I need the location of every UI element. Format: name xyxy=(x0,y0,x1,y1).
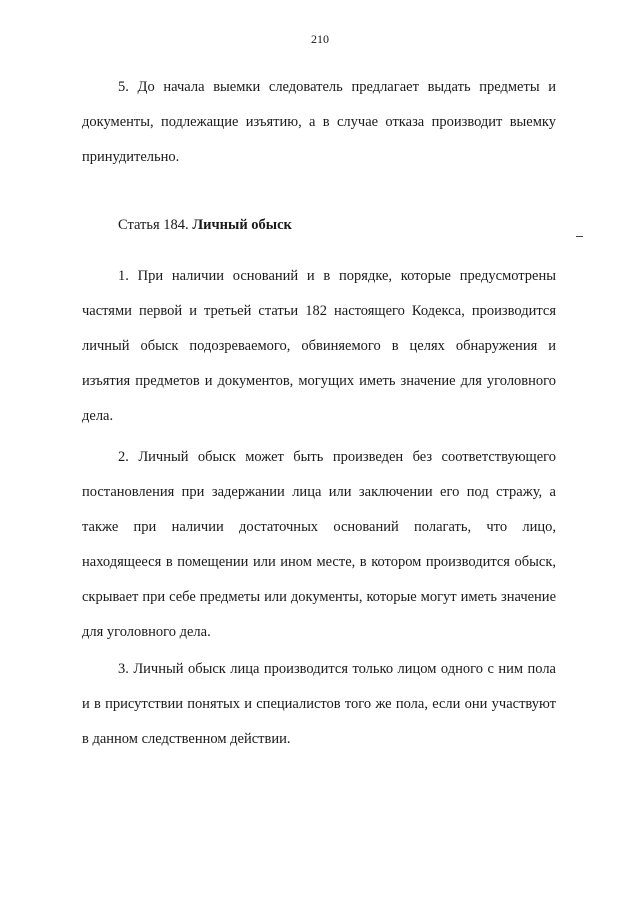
article-paragraph-1: 1. При наличии оснований и в порядке, которые предусмотрены частями первой и третьей статьи 182 настоящего Кодекса, производится личный обыск подозреваемого, обвиняемого в целях обнаружения и изъятия предметов и документов, могущих иметь значение для уголовного дела. xyxy=(82,268,556,424)
article-name: Личный обыск xyxy=(192,217,292,233)
article-paragraph-2: 2. Личный обыск может быть произведен без соответствующего постановления при задержании лица или заключении его под стражу, а также при наличии достаточных оснований полагать, что лицо, находящееся в помещении или ином месте, в котором производится обыск, скрывает при себе предметы или документы, которые могут иметь значение для уголовного дела. xyxy=(82,449,556,640)
article-heading xyxy=(118,210,292,240)
paragraph-5-seizure: 5. До начала выемки следователь предлагает выдать предметы и документы, подлежащие изъятию, а в случае отказа производит выемку принудительно. xyxy=(82,79,556,165)
article-paragraph-3: 3. Личный обыск лица производится только лицом одного с ним пола и в присутствии понятых и специалистов того же пола, если они участвуют в данном следственном действии. xyxy=(82,661,556,747)
margin-mark xyxy=(576,236,583,237)
page-number: 210 xyxy=(311,32,329,46)
article-number: Статья 184. xyxy=(118,217,189,233)
